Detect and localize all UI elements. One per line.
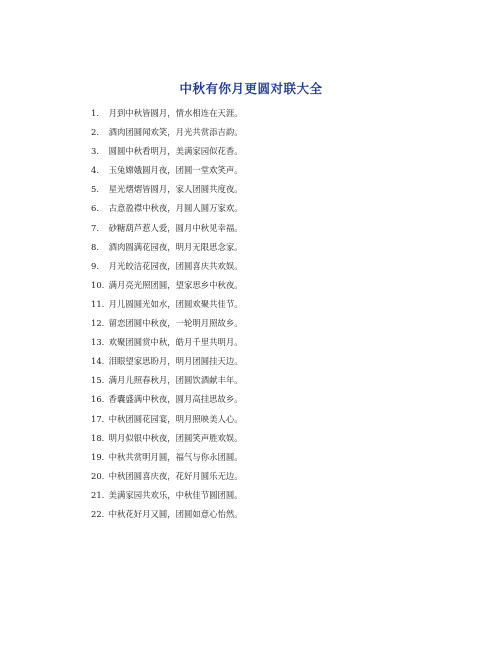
list-item-text: 中秋团圆喜庆夜，花好月圆乐无边。: [108, 470, 243, 481]
list-item: [91, 123, 243, 142]
list-item-number: 7.: [91, 222, 99, 233]
list-item-number: 16.: [91, 394, 105, 405]
list-item-number: 17.: [91, 413, 105, 424]
list-item-number: 15.: [91, 375, 105, 386]
list-item: [91, 486, 243, 505]
list-item-text: 明月似银中秋夜，团圆笑声胜欢娱。: [108, 432, 243, 443]
list-item-text: 中秋团圆花园宴，明月照映美人心。: [108, 413, 243, 424]
list-item-number: 6.: [91, 203, 99, 214]
list-item-text: 酒肉圆满花园夜，明月无限思念家。: [108, 241, 243, 252]
list-item-text: 满月亮光照团圆，望家思乡中秋夜。: [108, 279, 243, 290]
list-item: [91, 390, 243, 409]
list-item: [91, 467, 243, 486]
list-item-number: 4.: [91, 165, 99, 176]
list-item: [91, 371, 243, 390]
list-item: [91, 238, 243, 257]
list-item-number: 20.: [91, 470, 105, 481]
couplet-list: [91, 104, 243, 524]
list-item-number: 21.: [91, 489, 105, 500]
list-item: [91, 276, 243, 295]
list-item-text: 圆圆中秋看明月，美满家园似花香。: [108, 146, 243, 157]
list-item-text: 泪眼望家思盼月，明月团圆挂天边。: [108, 356, 243, 367]
list-item-number: 11.: [91, 298, 105, 309]
list-item: [91, 352, 243, 371]
list-item-number: 9.: [91, 260, 99, 271]
list-item-number: 12.: [91, 318, 105, 329]
document-title: 中秋有你月更圆对联大全: [179, 81, 323, 96]
list-item: [91, 142, 243, 161]
list-item-text: 欢聚团圆赏中秋，皓月千里共明月。: [108, 337, 243, 348]
list-item-number: 13.: [91, 337, 105, 348]
list-item-number: 14.: [91, 356, 105, 367]
list-item-number: 1.: [91, 108, 99, 118]
list-item-text: 玉兔嫦娥圆月夜，团圆一堂欢笑声。: [108, 165, 243, 176]
list-item: [91, 257, 243, 276]
list-item-text: 月儿圆圆光如水，团圆欢聚共佳节。: [108, 298, 243, 309]
list-item-number: 8.: [91, 241, 99, 252]
list-item-number: 19.: [91, 451, 105, 462]
list-item: [91, 104, 243, 123]
list-item-text: 古意盈襟中秋夜，月圆人圆万家欢。: [108, 203, 243, 214]
list-item: [91, 410, 243, 429]
list-item-text: 留恋团圆中秋夜，一轮明月照故乡。: [108, 318, 243, 329]
list-item: [91, 199, 243, 218]
list-item: [91, 180, 243, 199]
list-item: [91, 333, 243, 352]
list-item-text: 星光熠熠皆圆月，家人团圆共度夜。: [108, 184, 243, 195]
list-item-text: 月到中秋皆圆月，情水相连在天涯。: [108, 108, 243, 118]
list-item-number: 5.: [91, 184, 99, 195]
list-item-text: 酒肉团圆闻欢笑，月光共赏添吉韵。: [108, 127, 243, 138]
list-item: [91, 505, 243, 524]
list-item-number: 2.: [91, 127, 99, 138]
list-item-number: 3.: [91, 146, 99, 157]
list-item-number: 10.: [91, 279, 105, 290]
list-item-number: 22.: [91, 508, 105, 519]
list-item-text: 美满家园共欢乐，中秋佳节圆团圆。: [108, 489, 243, 500]
list-item-text: 月光皎洁花园夜，团圆喜庆共欢娱。: [108, 260, 243, 271]
list-item: [91, 295, 243, 314]
list-item: [91, 448, 243, 467]
list-item-text: 香囊盛满中秋夜，圆月高挂思故乡。: [108, 394, 243, 405]
list-item-text: 砂糖葫芦惹人爱，圆月中秋见幸福。: [108, 222, 243, 233]
list-item-text: 中秋共赏明月圆，福气与你永团圆。: [108, 451, 243, 462]
list-item: [91, 161, 243, 180]
list-item-text: 中秋花好月又圆，团圆如意心怡然。: [108, 508, 243, 519]
list-item: [91, 429, 243, 448]
list-item: [91, 314, 243, 333]
list-item-text: 满月儿照春秋月，团圆饮酒献丰年。: [108, 375, 243, 386]
list-item-number: 18.: [91, 432, 105, 443]
list-item: [91, 219, 243, 238]
